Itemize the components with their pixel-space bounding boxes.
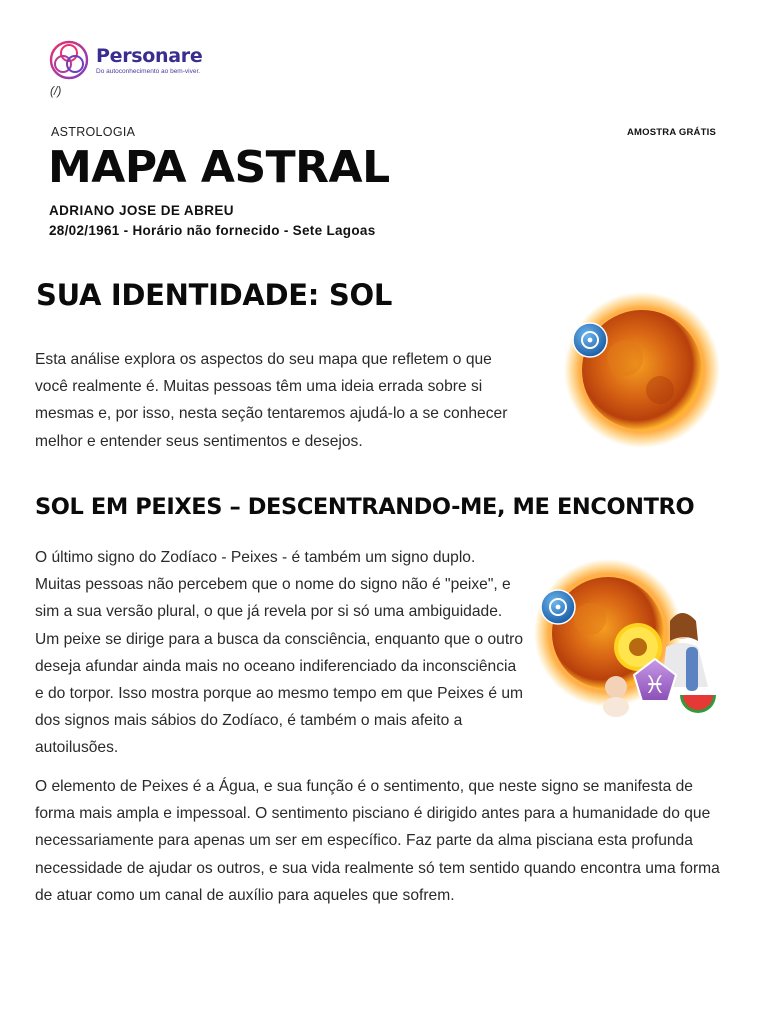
sun-pisces-heading: SOL EM PEIXES – DESCENTRANDO-ME, ME ENCONTRO [35, 494, 695, 520]
category-label: ASTROLOGIA [51, 125, 136, 139]
sun-in-pisces-illustration-icon [530, 555, 730, 725]
person-birth-info: 28/02/1961 - Horário não fornecido - Sete Lagoas [49, 223, 376, 238]
identity-paragraph: Esta análise explora os aspectos do seu mapa que refletem o que você realmente é. Muitas pessoas têm uma ideia errada sobre si mesmas e, por isso, nesta seção tentaremos ajudá-lo a se conhecer melhor e entender seus sentimentos e desejos. [35, 351, 508, 450]
identity-heading: SUA IDENTIDADE: SOL [36, 278, 393, 312]
logo-link-text[interactable]: (/) [50, 84, 62, 98]
person-name: ADRIANO JOSE DE ABREU [49, 203, 234, 218]
page-title: MAPA ASTRAL [48, 142, 390, 193]
personare-logo[interactable] [48, 38, 202, 82]
brand-tagline: Do autoconhecimento ao bem-viver. [96, 67, 201, 75]
personare-logo-icon [48, 39, 90, 81]
sun-icon [560, 290, 720, 450]
sample-badge: AMOSTRA GRÁTIS [626, 127, 716, 138]
sun-pisces-paragraph-1: O último signo do Zodíaco - Peixes - é também um signo duplo. Muitas pessoas não percebem que o nome do signo não é "peixe", e sim a sua versão plural, o que já revela por si só uma ambiguidade. Um peixe se dirige para a busca da consciência, enquanto que o outro deseja afundar ainda mais no oceano indiferenciado da inconsciência e do torpor. Isso mostra porque ao mesmo tempo em que Peixes é um dos signos mais sábios do Zodíaco, é também o mais afeito a autoilusões. [35, 549, 524, 757]
brand-name: Personare [96, 44, 203, 67]
svg-text:♓: ♓ [644, 671, 666, 699]
sun-pisces-paragraph-2: O elemento de Peixes é a Água, e sua função é o sentimento, que neste signo se manifesta de forma mais ampla e impessoal. O sentimento pisciano é dirigido antes para a humanidade do que necessariamente para apenas um ser em específico. Faz parte da alma pisciana esta profunda necessidade de ajudar os outros, e sua vida realmente só tem sentido quando encontra uma forma de atuar como um canal de auxílio para aqueles que sofrem. [35, 778, 720, 904]
